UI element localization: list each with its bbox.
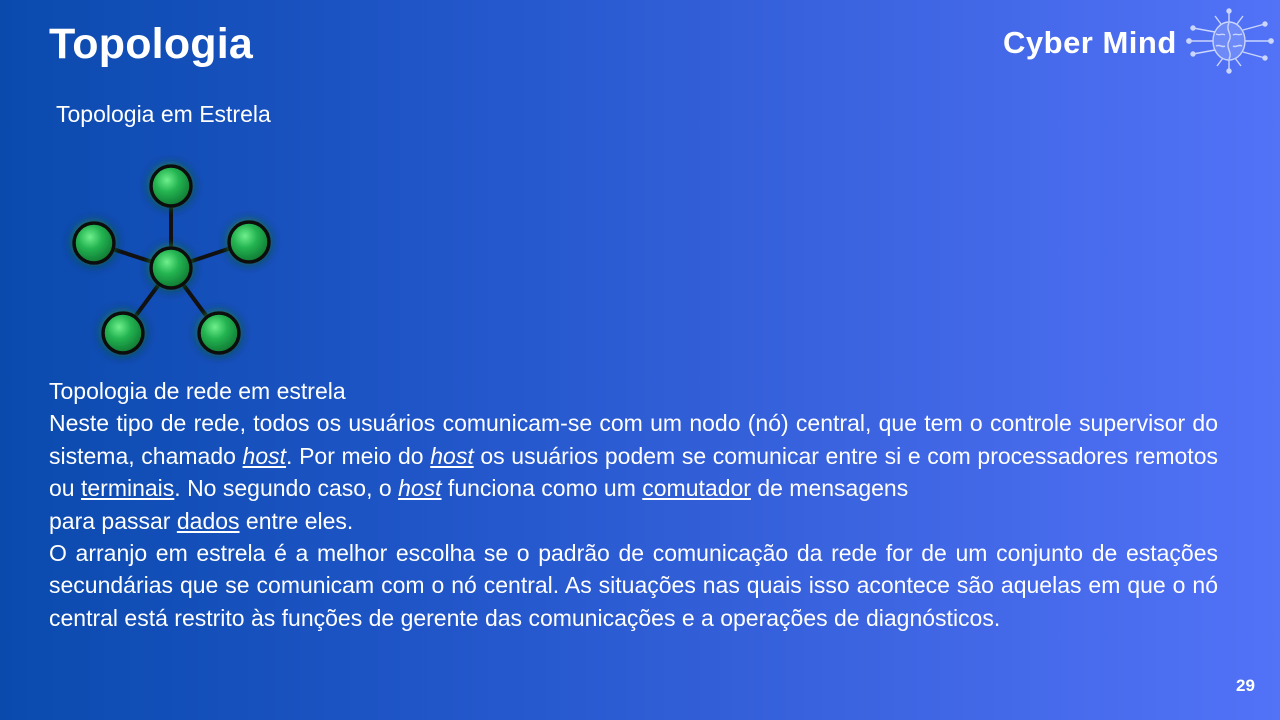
body-paragraph-2: [49, 505, 1218, 537]
logo-text: Cyber Mind: [1003, 25, 1177, 60]
body-text: [49, 375, 1218, 634]
text-segment: para passar: [49, 507, 177, 534]
dados-link[interactable]: dados: [176, 507, 240, 534]
text-segment: . No segundo caso, o: [174, 475, 399, 502]
host-link[interactable]: host: [398, 475, 442, 502]
node-bottom-right: [199, 313, 239, 353]
slide-subtitle: Topologia em Estrela: [56, 101, 271, 127]
node-central: [151, 248, 191, 288]
text-segment: os usuários podem se comunicar entre si e com processadores remotos ou: [49, 442, 1218, 502]
slide-title: Topologia: [49, 20, 254, 68]
text-segment: . Por meio do: [286, 442, 431, 469]
text-segment: entre eles.: [239, 507, 354, 534]
brain-circuit-icon: [1185, 8, 1275, 74]
node-left: [74, 223, 114, 263]
text-segment: de mensagens: [750, 475, 909, 502]
star-topology-diagram: [60, 155, 290, 370]
text-segment: funciona como um: [441, 475, 643, 502]
text-segment: Neste tipo de rede, todos os usuários comunicam-se com um nodo (nó) central, que tem o controle supervisor do sistema, chamado: [49, 410, 1218, 469]
body-paragraph-3: O arranjo em estrela é a melhor escolha se o padrão de comunicação da rede for de um conjunto de estações secundárias que se comunicam com o nó central. As situações nas quais isso acontece são aquelas em que o nó central está restrito às funções de gerente das comunicações e a operações de diagnósticos.: [49, 540, 1218, 631]
page-number: 29: [1236, 676, 1255, 695]
comutador-link[interactable]: comutador: [642, 475, 751, 502]
node-bottom-left: [103, 313, 143, 353]
host-link[interactable]: host: [242, 442, 287, 469]
cyber-mind-logo: [1003, 8, 1275, 74]
node-top: [151, 166, 191, 206]
terminais-link[interactable]: terminais: [80, 475, 175, 502]
host-link[interactable]: host: [430, 442, 474, 469]
body-heading: Topologia de rede em estrela: [49, 378, 346, 404]
node-right: [229, 222, 269, 262]
body-paragraph-1: [49, 407, 1218, 504]
